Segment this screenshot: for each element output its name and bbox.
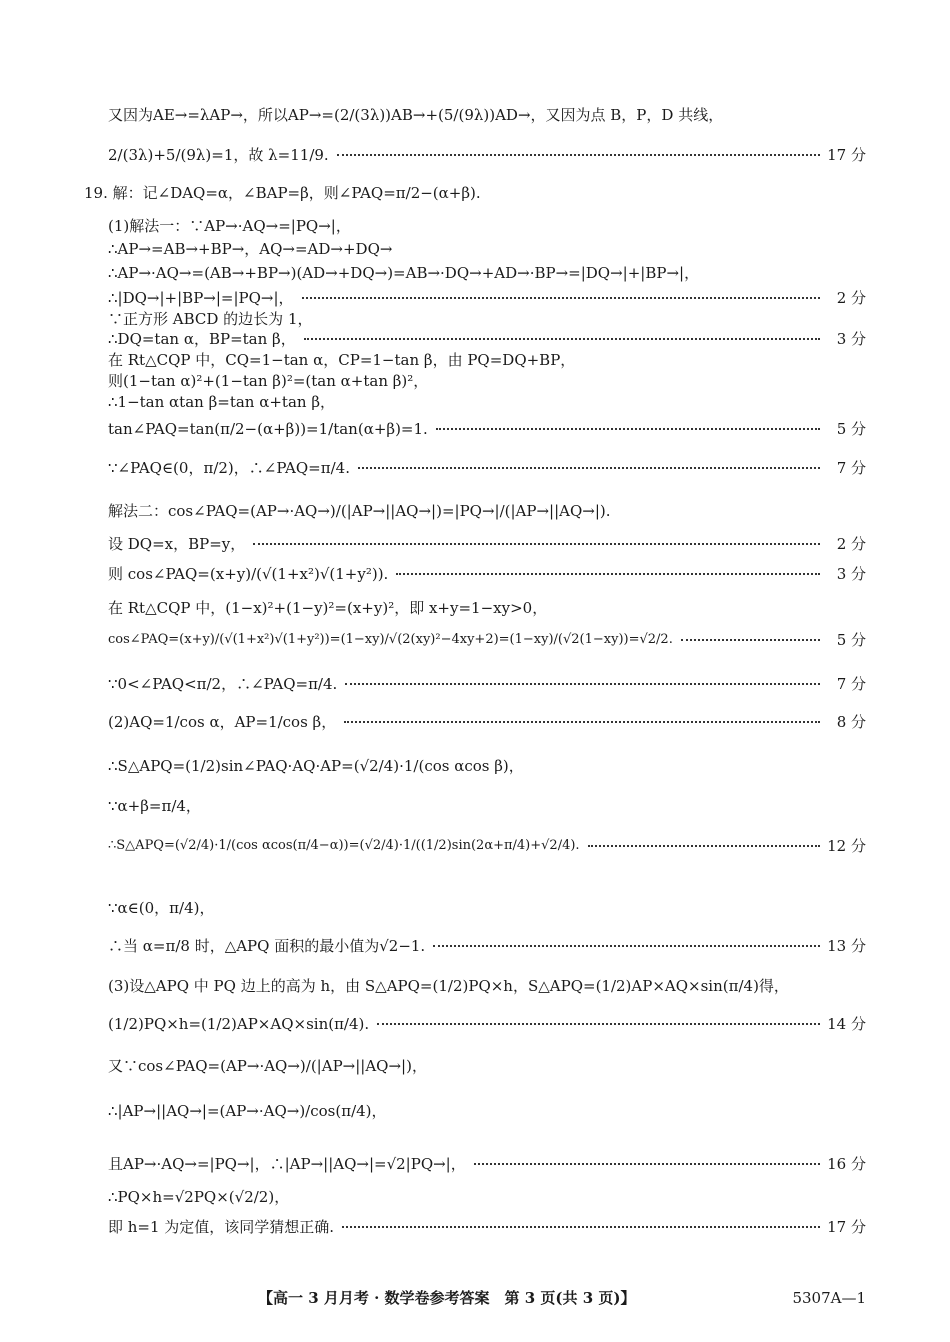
leader-dots [253,543,820,545]
line-text: 则(1−tan α)²+(1−tan β)²=(tan α+tan β)²， [108,372,429,390]
score-label: 16 分 [827,1155,866,1173]
score-label: 5 分 [836,631,866,649]
solution-line [0,895,950,921]
score-label: 17 分 [827,146,866,164]
line-text: (3)设△APQ 中 PQ 边上的高为 h，由 S△APQ=(1/2)PQ×h，S△APQ=(1/2)AP×AQ×sin(π/4)得， [108,977,789,995]
line-text: ∴|DQ→|+|BP→|=|PQ→|， [108,289,294,307]
solution-line [0,1184,950,1210]
solution-line [0,1214,950,1240]
line-text: (2)AQ=1/cos α，AP=1/cos β， [108,713,337,731]
leader-dots [396,573,820,575]
solution-line [0,933,950,959]
line-text: ∴|AP→||AQ→|=(AP→·AQ→)/cos(π/4)， [108,1102,387,1120]
solution-line [0,498,950,524]
line-text: ∴DQ=tan α，BP=tan β， [108,330,296,348]
solution-line [0,1053,950,1079]
score-label: 8 分 [836,713,866,731]
leader-dots [588,845,820,847]
line-text: ∴S△APQ=(√2/4)·1/(cos αcos(π/4−α))=(√2/4)·1/((1/2)sin(2α+π/4)+√2/4). [108,838,580,853]
footer-title: 【高一 3 月月考 · 数学卷参考答案 第 3 页(共 3 页)】 [258,1289,636,1307]
problem-header-19 [0,180,950,206]
line-text: 设 DQ=x，BP=y， [108,535,246,553]
line-text: tan∠PAQ=tan(π/2−(α+β))=1/tan(α+β)=1. [108,420,428,438]
line-text: 解法二：cos∠PAQ=(AP→·AQ→)/(|AP→||AQ→|)=|PQ→|/(|AP→||AQ→|). [108,502,611,520]
solution-line [0,1098,950,1124]
score-label: 3 分 [836,330,866,348]
line-text: (1)解法一：∵AP→·AQ→=|PQ→|， [108,217,351,235]
leader-dots [681,639,820,641]
line-text: ∵α+β=π/4， [108,797,201,815]
solution-line [0,102,950,128]
score-label: 7 分 [836,675,866,693]
solution-line [0,1011,950,1037]
leader-dots [304,338,820,340]
line-text: 又∵cos∠PAQ=(AP→·AQ→)/(|AP→||AQ→|)， [108,1057,427,1075]
line-text: 又因为AE→=λAP→，所以AP→=(2/(3λ))AB→+(5/(9λ))AD→，又因为点 B，P，D 共线， [108,106,724,124]
score-label: 2 分 [836,535,866,553]
line-text: ∴AP→·AQ→=(AB→+BP→)(AD→+DQ→)=AB→·DQ→+AD→·BP→=|DQ→|+|BP→|， [108,264,700,282]
leader-dots [377,1023,820,1025]
solution-line [0,142,950,168]
solution-line [0,416,950,442]
leader-dots [344,721,820,723]
solution-line [0,671,950,697]
solution-line [0,753,950,779]
solution-line [0,531,950,557]
line-text: ∵∠PAQ∈(0，π/2)，∴∠PAQ=π/4. [108,459,350,477]
line-text: ∴PQ×h=√2PQ×(√2/2)， [108,1188,290,1206]
line-text: ∴AP→=AB→+BP→，AQ→=AD→+DQ→ [108,240,393,258]
leader-dots [302,297,820,299]
score-label: 5 分 [836,420,866,438]
page-footer [0,1286,950,1310]
solution-line [0,793,950,819]
solution-line [0,973,950,999]
line-text: (1/2)PQ×h=(1/2)AP×AQ×sin(π/4). [108,1015,370,1033]
line-text: 在 Rt△CQP 中，(1−x)²+(1−y)²=(x+y)²，即 x+y=1−xy>0， [108,599,548,617]
solution-line [0,389,950,415]
score-label: 3 分 [836,565,866,583]
solution-line [0,627,950,653]
line-text: 则 cos∠PAQ=(x+y)/(√(1+x²)√(1+y²)). [108,565,389,583]
solution-line [0,709,950,735]
line-text: ∴S△APQ=(1/2)sin∠PAQ·AQ·AP=(√2/4)·1/(cos αcos β)， [108,757,524,775]
score-label: 14 分 [827,1015,866,1033]
score-label: 7 分 [836,459,866,477]
leader-dots [358,467,820,469]
line-text: 2/(3λ)+5/(9λ)=1，故 λ=11/9. [108,146,329,164]
leader-dots [436,428,820,430]
line-text: 19. 解：记∠DAQ=α，∠BAP=β，则∠PAQ=π/2−(α+β). [84,184,481,202]
leader-dots [474,1163,820,1165]
leader-dots [342,1226,820,1228]
solution-line [0,1151,950,1177]
score-label: 12 分 [827,837,866,855]
line-text: ∴1−tan αtan β=tan α+tan β， [108,393,335,411]
solution-line [0,561,950,587]
score-label: 17 分 [827,1218,866,1236]
solution-line [0,833,950,859]
line-text: ∵α∈(0，π/4)， [108,899,215,917]
solution-line [0,595,950,621]
leader-dots [345,683,820,685]
line-text: 且AP→·AQ→=|PQ→|，∴|AP→||AQ→|=√2|PQ→|， [108,1155,466,1173]
line-text: ∵正方形 ABCD 的边长为 1， [108,310,313,328]
line-text: ∵0<∠PAQ<π/2，∴∠PAQ=π/4. [108,675,338,693]
solution-line [0,236,950,262]
score-label: 2 分 [836,289,866,307]
footer-code: 5307A—1 [792,1289,866,1307]
line-text: 即 h=1 为定值，该同学猜想正确. [108,1218,335,1236]
leader-dots [337,154,820,156]
line-text: ∴当 α=π/8 时，△APQ 面积的最小值为√2−1. [108,937,426,955]
line-text: cos∠PAQ=(x+y)/(√(1+x²)√(1+y²))=(1−xy)/√(2(xy)²−4xy+2)=(1−xy)/(√2(1−xy))=√2/2. [108,632,673,647]
score-label: 13 分 [827,937,866,955]
solution-line [0,455,950,481]
leader-dots [433,945,820,947]
solution-line [0,260,950,286]
line-text: 在 Rt△CQP 中，CQ=1−tan α，CP=1−tan β，由 PQ=DQ+BP， [108,351,576,369]
